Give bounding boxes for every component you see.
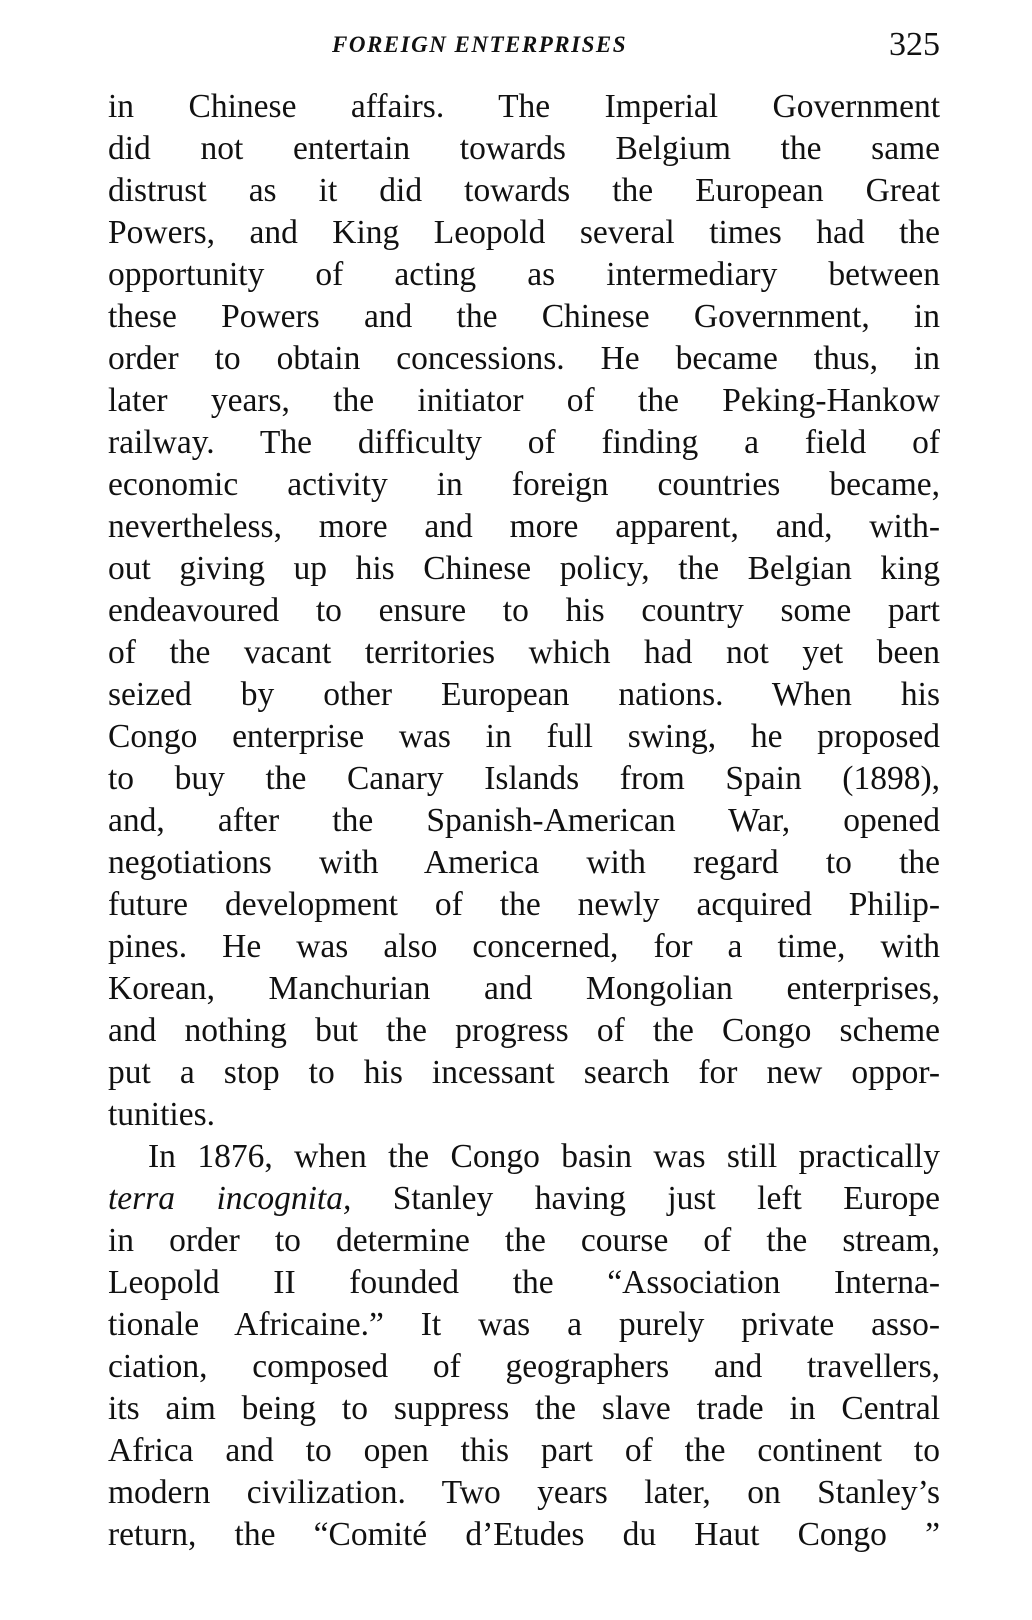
running-title: FOREIGN ENTERPRISES [332,32,627,57]
text-line: Africa and to open this part of the continent to [108,1432,940,1469]
text-line: order to obtain concessions. He became thus, in [108,340,940,377]
text-line: its aim being to suppress the slave trade in Central [108,1390,940,1427]
text-line: to buy the Canary Islands from Spain (1898), [108,760,940,797]
text-line: opportunity of acting as intermediary between [108,256,940,293]
line-text: Stanley having just left Europe [392,1180,940,1217]
text-line-with-italic [108,1178,940,1220]
text-line: return, the “Comité d’Etudes du Haut Congo ” [108,1516,940,1553]
text-line: of the vacant territories which had not yet been [108,634,940,671]
text-line: and nothing but the progress of the Congo scheme [108,1012,940,1049]
text-line: Powers, and King Leopold several times had the [108,214,940,251]
text-line: out giving up his Chinese policy, the Belgian king [108,550,940,587]
text-line: tunities. [108,1096,216,1133]
page-number: 325 [889,26,940,63]
text-line: did not entertain towards Belgium the same [108,130,940,167]
text-line: in order to determine the course of the stream, [108,1222,940,1259]
text-line: pines. He was also concerned, for a time, with [108,928,940,965]
text-line: endeavoured to ensure to his country some part [108,592,940,629]
italic-term: terra incognita, [108,1180,352,1217]
body-text [108,86,940,1556]
text-line: Korean, Manchurian and Mongolian enterprises, [108,970,940,1007]
text-line: modern civilization. Two years later, on Stanley’s [108,1474,940,1511]
text-line: and, after the Spanish-American War, opened [108,802,940,839]
text-line: negotiations with America with regard to the [108,844,940,881]
text-line: these Powers and the Chinese Government, in [108,298,940,335]
text-line: future development of the newly acquired Philip- [108,886,940,923]
text-line: later years, the initiator of the Peking-Hankow [108,382,940,419]
text-line: seized by other European nations. When his [108,676,940,713]
text-line: put a stop to his incessant search for new oppor- [108,1054,940,1091]
text-line: in Chinese affairs. The Imperial Government [108,88,940,125]
text-line: railway. The difficulty of finding a field of [108,424,940,461]
text-line: Congo enterprise was in full swing, he proposed [108,718,940,755]
text-line: tionale Africaine.” It was a purely private asso- [108,1306,940,1343]
text-line: nevertheless, more and more apparent, and, with- [108,508,940,545]
paragraph-1 [108,86,940,1136]
text-line: distrust as it did towards the European Great [108,172,940,209]
running-header [0,26,1032,66]
text-line: economic activity in foreign countries became, [108,466,940,503]
paragraph-2 [108,1136,940,1556]
text-line: In 1876, when the Congo basin was still practically [148,1138,940,1175]
text-line: Leopold II founded the “Association Interna- [108,1264,940,1301]
text-line: ciation, composed of geographers and travellers, [108,1348,940,1385]
